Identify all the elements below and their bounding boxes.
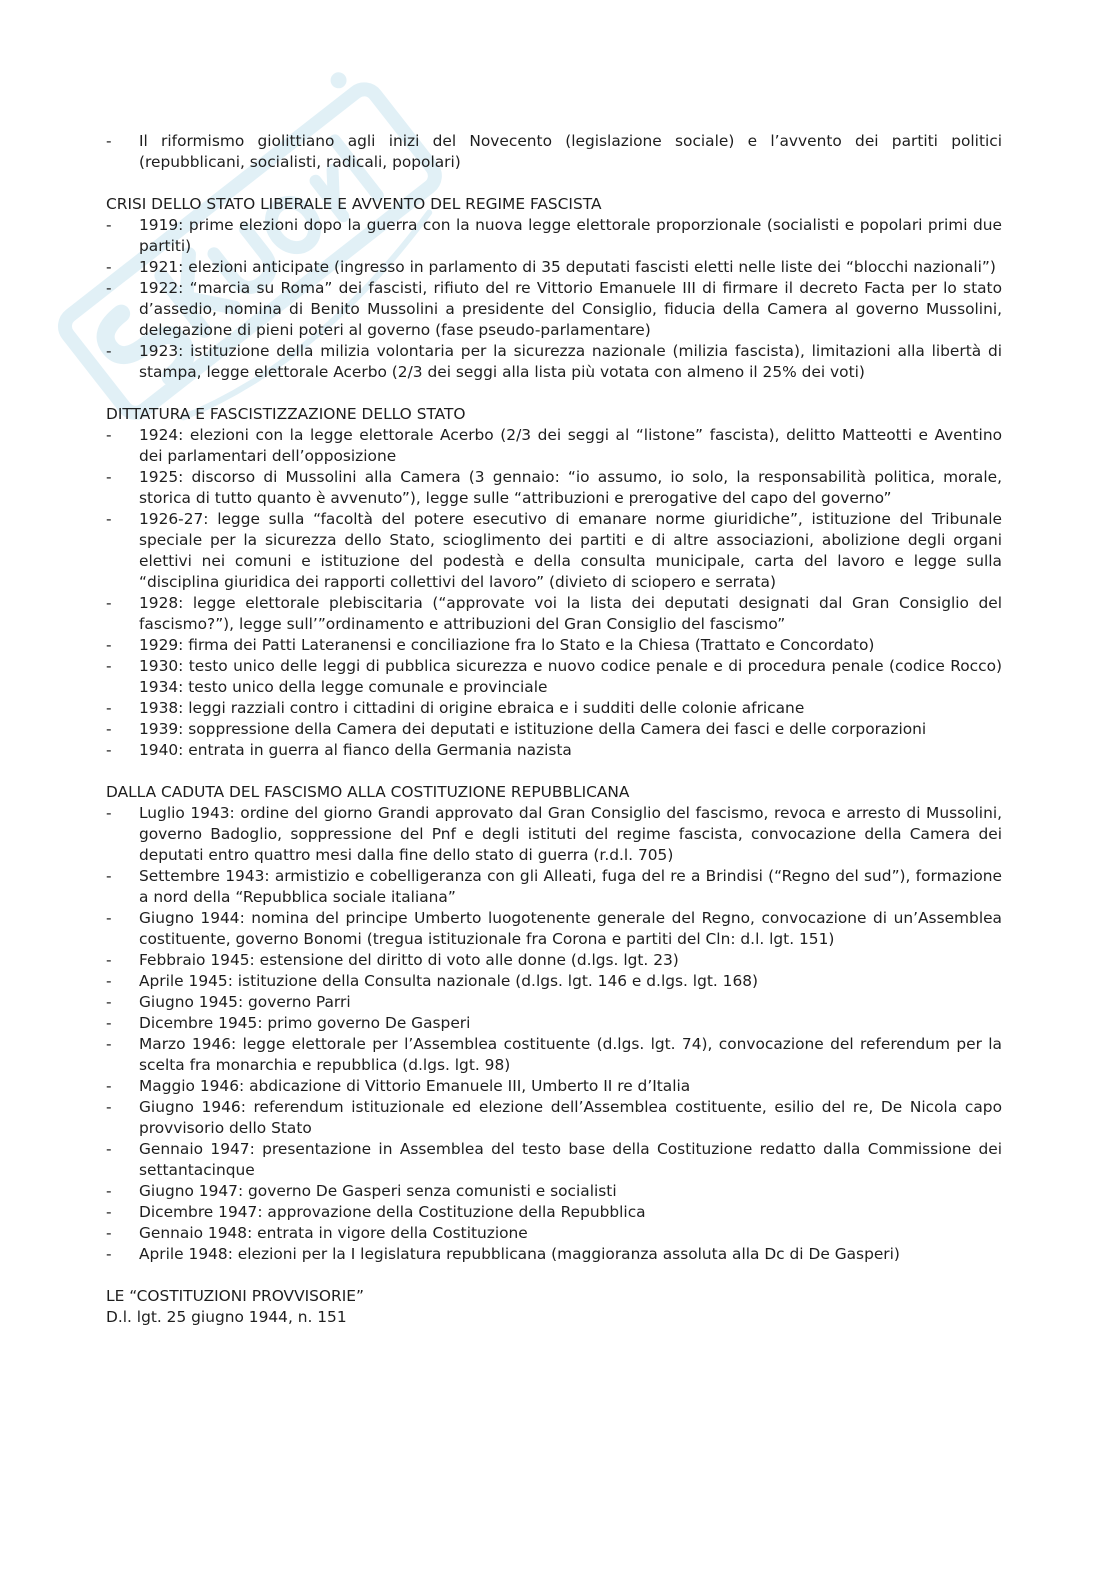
watermark-dot xyxy=(327,69,349,91)
list-item: - 1922: “marcia su Roma” dei fascisti, rifiuto del re Vittorio Emanuele III di firmare il decreto Facta per lo stato d’assedio, nomina di Benito Mussolini a presidente del Consiglio, fiducia della Camera al governo Mussolini, delegazione di pieni poteri al governo (fase pseudo-parlamentare) xyxy=(106,279,1002,339)
list-item: - Marzo 1946: legge elettorale per l’Assemblea costituente (d.lgs. lgt. 74), convocazione del referendum per la scelta fra monarchia e repubblica (d.lgs. lgt. 98) xyxy=(106,1035,1002,1074)
list-item: - Gennaio 1948: entrata in vigore della Costituzione xyxy=(106,1224,528,1242)
section-heading: CRISI DELLO STATO LIBERALE E AVVENTO DEL REGIME FASCISTA xyxy=(106,195,602,213)
section-heading: LE “COSTITUZIONI PROVVISORIE” xyxy=(106,1287,364,1305)
list-item: - 1940: entrata in guerra al fianco della Germania nazista xyxy=(106,741,572,759)
list-item: - Giugno 1945: governo Parri xyxy=(106,993,351,1011)
list-item: - Giugno 1946: referendum istituzionale ed elezione dell’Assemblea costituente, esilio del re, De Nicola capo provvisorio dello Stato xyxy=(106,1098,1002,1137)
list-item: - 1938: leggi razziali contro i cittadini di origine ebraica e i sudditi delle colonie africane xyxy=(106,699,805,717)
section-dittatura xyxy=(106,404,1002,761)
section-heading: DITTATURA E FASCISTIZZAZIONE DELLO STATO xyxy=(106,405,466,423)
section-costituzioni-provvisorie xyxy=(106,1286,1002,1328)
list-item: - 1919: prime elezioni dopo la guerra con la nuova legge elettorale proporzionale (socialisti e popolari primi due partiti) xyxy=(106,216,1002,255)
list-item: - 1926-27: legge sulla “facoltà del potere esecutivo di emanare norme giuridiche”, istituzione del Tribunale speciale per la sicurezza dello Stato, scioglimento dei partiti e di altre associazioni, abolizione degli organi elettivi nei comuni e istituzione del podestà e della consulta municipale, carta del lavoro e legge sulla “disciplina giuridica dei rapporti collettivi del lavoro” (divieto di sciopero e serrata) xyxy=(106,510,1002,591)
list-item: - 1924: elezioni con la legge elettorale Acerbo (2/3 dei seggi al “listone” fascista), delitto Matteotti e Aventino dei parlamentari dell’opposizione xyxy=(106,426,1002,465)
list-item: - Dicembre 1947: approvazione della Costituzione della Repubblica xyxy=(106,1203,646,1221)
list-item: - 1930: testo unico delle leggi di pubblica sicurezza e nuovo codice penale e di procedura penale (codice Rocco) 1934: testo unico della legge comunale e provinciale xyxy=(106,657,1002,696)
list-item: - Luglio 1943: ordine del giorno Grandi approvato dal Gran Consiglio del fascismo, revoca e arresto di Mussolini, governo Badoglio, soppressione del Pnf e degli istituti del regime fascista, convocazione della Camera dei deputati entro quattro mesi dalla fine dello stato di guerra (r.d.l. 705) xyxy=(106,804,1002,864)
list-item: - Dicembre 1945: primo governo De Gasperi xyxy=(106,1014,471,1032)
list-item: - 1921: elezioni anticipate (ingresso in parlamento di 35 deputati fascisti eletti nelle liste dei “blocchi nazionali”) xyxy=(106,258,996,276)
list-item: - Maggio 1946: abdicazione di Vittorio Emanuele III, Umberto II re d’Italia xyxy=(106,1077,691,1095)
document-content xyxy=(106,131,1002,1328)
section-intro xyxy=(106,131,1002,173)
list-item: - 1923: istituzione della milizia volontaria per la sicurezza nazionale (milizia fascista), limitazioni alla libertà di stampa, legge elettorale Acerbo (2/3 dei seggi alla lista più votata con almeno il 25% dei voti) xyxy=(106,342,1002,381)
list-item: - 1925: discorso di Mussolini alla Camera (3 gennaio: “io assumo, io solo, la responsabilità politica, morale, storica di tutto quanto è avvenuto”), legge sulle “attribuzioni e prerogative del capo del governo” xyxy=(106,468,1002,507)
bullet-list xyxy=(106,215,1002,383)
list-item: - Aprile 1945: istituzione della Consulta nazionale (d.lgs. lgt. 146 e d.lgs. lgt. 168) xyxy=(106,972,759,990)
bullet-list xyxy=(106,425,1002,761)
list-item: - Il riformismo giolittiano agli inizi del Novecento (legislazione sociale) e l’avvento dei partiti politici (repubblicani, socialisti, radicali, popolari) xyxy=(106,132,1002,171)
list-item: - 1939: soppressione della Camera dei deputati e istituzione della Camera dei fasci e delle corporazioni xyxy=(106,720,927,738)
section-heading: DALLA CADUTA DEL FASCISMO ALLA COSTITUZIONE REPUBBLICANA xyxy=(106,783,630,801)
list-item: - 1928: legge elettorale plebiscitaria (“approvate voi la lista dei deputati designati dal Gran Consiglio del fascismo?”), legge sull’”ordinamento e attribuzioni del Gran Consiglio del fascismo” xyxy=(106,594,1002,633)
list-item: - Settembre 1943: armistizio e cobelligeranza con gli Alleati, fuga del re a Brindisi (“Regno del sud”), formazione a nord della “Repubblica sociale italiana” xyxy=(106,867,1002,906)
section-caduta-fascismo xyxy=(106,782,1002,1265)
bullet-list xyxy=(106,803,1002,1265)
list-item: - Gennaio 1947: presentazione in Assemblea del testo base della Costituzione redatto dalla Commissione dei settantacinque xyxy=(106,1140,1002,1179)
bullet-list xyxy=(106,131,1002,173)
list-item: - Giugno 1944: nomina del principe Umberto luogotenente generale del Regno, convocazione di un’Assemblea costituente, governo Bonomi (tregua istituzionale fra Corona e partiti del Cln: d.l. lgt. 151) xyxy=(106,909,1002,948)
section-crisi-stato-liberale xyxy=(106,194,1002,383)
list-item: - Febbraio 1945: estensione del diritto di voto alle donne (d.lgs. lgt. 23) xyxy=(106,951,679,969)
document-reference: D.l. lgt. 25 giugno 1944, n. 151 xyxy=(106,1308,347,1326)
list-item: - Aprile 1948: elezioni per la I legislatura repubblicana (maggioranza assoluta alla Dc di De Gasperi) xyxy=(106,1245,900,1263)
list-item: - 1929: firma dei Patti Lateranensi e conciliazione fra lo Stato e la Chiesa (Trattato e Concordato) xyxy=(106,636,875,654)
list-item: - Giugno 1947: governo De Gasperi senza comunisti e socialisti xyxy=(106,1182,617,1200)
